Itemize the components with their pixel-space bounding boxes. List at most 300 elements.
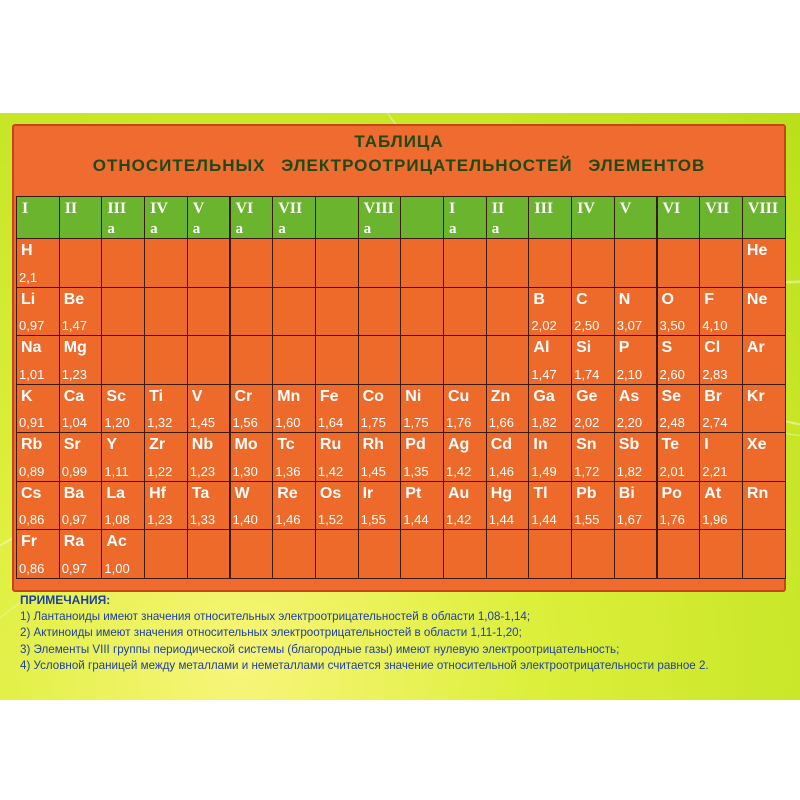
element-cell xyxy=(528,481,572,531)
element-symbol: Hg xyxy=(490,484,513,502)
element-cell xyxy=(400,481,444,531)
electronegativity-value: 1,66 xyxy=(488,415,514,430)
electronegativity-value: 1,56 xyxy=(232,415,258,430)
element-cell xyxy=(657,432,701,482)
subgroup-label: а xyxy=(363,221,372,237)
electronegativity-value: 1,60 xyxy=(275,415,301,430)
electronegativity-value: 1,67 xyxy=(616,512,643,527)
empty-cell xyxy=(144,335,188,385)
page-title xyxy=(14,130,784,178)
group-numeral: I xyxy=(449,200,456,217)
empty-cell xyxy=(272,287,316,337)
electronegativity-value: 1,49 xyxy=(531,463,557,479)
empty-cell xyxy=(528,238,572,288)
empty-cell xyxy=(144,238,188,288)
empty-cell xyxy=(315,529,359,579)
group-header xyxy=(486,196,530,239)
electronegativity-value: 1,82 xyxy=(531,415,557,430)
element-cell xyxy=(528,384,572,434)
group-header xyxy=(272,196,316,239)
empty-cell xyxy=(742,529,786,579)
empty-cell xyxy=(144,529,188,579)
element-symbol: Ne xyxy=(746,290,768,308)
empty-cell xyxy=(358,238,402,288)
empty-cell xyxy=(486,529,530,579)
electronegativity-value: 1,52 xyxy=(317,512,344,527)
electronegativity-value: 3,50 xyxy=(659,318,685,333)
element-cell xyxy=(528,432,572,482)
element-symbol: Pt xyxy=(405,484,422,502)
element-symbol: N xyxy=(618,290,631,308)
electronegativity-value: 0,86 xyxy=(19,512,45,527)
electronegativity-value: 0,99 xyxy=(61,463,87,479)
element-cell xyxy=(400,384,444,434)
group-numeral: IV xyxy=(150,200,168,217)
element-symbol: Ni xyxy=(405,387,422,405)
element-symbol: Au xyxy=(448,484,470,502)
element-cell xyxy=(101,384,145,434)
empty-cell xyxy=(571,529,615,579)
empty-cell xyxy=(443,287,487,337)
element-symbol: Xe xyxy=(746,436,767,453)
electronegativity-value: 1,46 xyxy=(275,512,301,527)
element-symbol: Ca xyxy=(63,387,85,405)
element-cell xyxy=(571,384,615,434)
empty-cell xyxy=(699,529,743,579)
electronegativity-value: 1,72 xyxy=(574,463,600,479)
empty-cell xyxy=(614,238,658,288)
empty-cell xyxy=(400,529,444,579)
element-cell xyxy=(144,384,188,434)
element-cell xyxy=(614,384,658,434)
element-cell xyxy=(272,481,316,531)
element-cell xyxy=(358,432,402,482)
subgroup-label: а xyxy=(192,221,201,237)
element-symbol: C xyxy=(576,290,588,308)
electronegativity-value: 2,02 xyxy=(574,415,600,430)
element-cell xyxy=(101,432,145,482)
element-symbol: Pd xyxy=(405,436,426,453)
empty-cell xyxy=(443,238,487,288)
group-numeral: VIII xyxy=(747,200,779,217)
empty-cell xyxy=(59,238,103,288)
empty-cell xyxy=(230,529,274,579)
element-symbol: Ba xyxy=(63,484,85,502)
element-symbol: Co xyxy=(362,387,384,405)
element-symbol: Rn xyxy=(746,484,769,502)
empty-cell xyxy=(528,529,572,579)
electronegativity-value: 0,89 xyxy=(19,463,45,479)
group-header xyxy=(315,196,359,239)
empty-cell xyxy=(187,335,231,385)
element-symbol: I xyxy=(704,436,709,453)
element-cell xyxy=(657,287,701,337)
empty-cell xyxy=(400,238,444,288)
electronegativity-value: 1,45 xyxy=(189,415,216,430)
group-numeral: IV xyxy=(577,200,595,217)
electronegativity-value: 1,04 xyxy=(61,415,87,430)
element-cell xyxy=(742,432,786,482)
electronegativity-value: 1,76 xyxy=(446,415,472,430)
electronegativity-value: 2,60 xyxy=(659,366,685,382)
element-cell xyxy=(528,287,572,337)
empty-cell xyxy=(358,335,402,385)
element-cell xyxy=(16,287,60,337)
empty-cell xyxy=(187,287,231,337)
element-symbol: Ti xyxy=(149,387,164,405)
electronegativity-value: 2,48 xyxy=(659,415,685,430)
element-symbol: Pb xyxy=(576,484,597,502)
element-cell xyxy=(614,287,658,337)
electronegativity-value: 1,64 xyxy=(317,415,344,430)
element-symbol: Fr xyxy=(21,533,37,550)
element-cell xyxy=(230,384,274,434)
element-symbol: Rb xyxy=(21,436,43,453)
electronegativity-value: 1,44 xyxy=(403,512,429,527)
group-header xyxy=(400,196,444,239)
element-symbol: Po xyxy=(661,484,682,502)
empty-cell xyxy=(187,238,231,288)
empty-cell xyxy=(486,238,530,288)
electronegativity-value: 1,42 xyxy=(317,463,344,479)
element-cell xyxy=(16,384,60,434)
empty-cell xyxy=(101,238,145,288)
element-cell xyxy=(101,529,145,579)
electronegativity-value: 2,10 xyxy=(616,366,643,382)
empty-cell xyxy=(187,529,231,579)
element-symbol: Zn xyxy=(490,387,511,405)
empty-cell xyxy=(443,529,487,579)
note-item: 3) Элементы VIII группы периодической системы (благородные газы) имеют нулевую электроотрицательность; xyxy=(20,642,620,656)
subgroup-label: а xyxy=(150,221,158,237)
element-cell xyxy=(358,481,402,531)
group-header xyxy=(742,196,786,239)
element-symbol: Nb xyxy=(191,436,214,453)
group-numeral: V xyxy=(192,200,205,217)
element-cell xyxy=(230,481,274,531)
element-symbol: Mg xyxy=(63,339,87,356)
element-symbol: Si xyxy=(576,339,592,356)
element-cell xyxy=(742,238,786,288)
electronegativity-value: 1,40 xyxy=(232,512,258,527)
note-item: 1) Лантаноиды имеют значения относительных электроотрицательностей в области 1,08-1,14; xyxy=(20,609,531,623)
element-symbol: Ar xyxy=(746,339,765,356)
electronegativity-value: 2,74 xyxy=(702,415,728,430)
electronegativity-value: 3,07 xyxy=(616,318,643,333)
note-item: 2) Актиноиды имеют значения относительных электроотрицательностей в области 1,11-1,20; xyxy=(20,626,522,639)
element-symbol: Kr xyxy=(746,387,765,405)
group-header xyxy=(144,196,188,239)
group-numeral: VIII xyxy=(363,200,394,217)
element-symbol: Ag xyxy=(448,436,470,453)
electronegativity-value: 1,33 xyxy=(189,512,216,527)
notes-title: ПРИМЕЧАНИЯ: xyxy=(20,593,111,607)
element-symbol: Na xyxy=(21,339,42,356)
element-cell xyxy=(614,335,658,385)
electronegativity-value: 1,30 xyxy=(232,463,258,479)
group-numeral: VI xyxy=(662,200,681,217)
element-symbol: K xyxy=(21,387,33,405)
empty-cell xyxy=(614,529,658,579)
empty-cell xyxy=(657,529,701,579)
element-cell xyxy=(187,384,231,434)
electronegativity-value: 2,1 xyxy=(19,269,38,285)
electronegativity-value: 1,46 xyxy=(488,463,514,479)
element-symbol: Mn xyxy=(277,387,301,405)
element-symbol: Ge xyxy=(576,387,598,405)
empty-cell xyxy=(400,287,444,337)
subgroup-label: а xyxy=(449,221,457,237)
element-cell xyxy=(699,481,743,531)
element-symbol: Zr xyxy=(149,436,166,453)
element-cell xyxy=(144,481,188,531)
element-symbol: Te xyxy=(661,436,679,453)
group-header xyxy=(187,196,231,239)
electronegativity-value: 1,47 xyxy=(61,318,87,333)
electronegativity-value: 1,20 xyxy=(104,415,130,430)
element-cell xyxy=(486,384,530,434)
empty-cell xyxy=(699,238,743,288)
electronegativity-value: 1,74 xyxy=(574,366,600,382)
element-cell xyxy=(144,432,188,482)
element-cell xyxy=(699,384,743,434)
group-numeral: I xyxy=(22,200,29,217)
element-cell xyxy=(699,287,743,337)
element-cell xyxy=(614,432,658,482)
element-cell xyxy=(657,335,701,385)
element-symbol: Rh xyxy=(362,436,384,453)
electronegativity-value: 0,97 xyxy=(61,512,87,527)
element-cell xyxy=(742,481,786,531)
electronegativity-value: 1,44 xyxy=(531,512,557,527)
element-symbol: Bi xyxy=(618,484,635,502)
element-symbol: F xyxy=(704,290,714,308)
empty-cell xyxy=(272,529,316,579)
group-numeral: V xyxy=(619,200,632,217)
element-symbol: Se xyxy=(661,387,682,405)
group-header xyxy=(571,196,615,239)
title-line-2: ОТНОСИТЕЛЬНЫХ ЭЛЕКТРООТРИЦАТЕЛЬНОСТЕЙ ЭЛЕМЕНТОВ xyxy=(92,156,706,175)
element-symbol: Cl xyxy=(704,339,721,356)
element-symbol: Ir xyxy=(362,484,374,502)
empty-cell xyxy=(358,529,402,579)
element-symbol: W xyxy=(234,484,250,502)
group-numeral: VII xyxy=(278,200,303,217)
empty-cell xyxy=(272,238,316,288)
element-cell xyxy=(443,481,487,531)
element-cell xyxy=(443,432,487,482)
electronegativity-value: 1,22 xyxy=(147,463,173,479)
element-symbol: Fe xyxy=(319,387,339,405)
group-header xyxy=(657,196,701,239)
electronegativity-value: 1,55 xyxy=(360,512,386,527)
element-cell xyxy=(59,481,103,531)
group-header xyxy=(528,196,572,239)
electronegativity-value: 0,97 xyxy=(19,318,45,333)
element-cell xyxy=(230,432,274,482)
empty-cell xyxy=(315,335,359,385)
electronegativity-value: 0,86 xyxy=(19,560,45,576)
subgroup-label: а xyxy=(107,221,115,237)
element-cell xyxy=(443,384,487,434)
element-symbol: B xyxy=(533,290,545,308)
element-cell xyxy=(315,384,359,434)
element-symbol: Sb xyxy=(618,436,640,453)
element-symbol: Os xyxy=(319,484,342,502)
element-symbol: Re xyxy=(277,484,298,502)
element-cell xyxy=(358,384,402,434)
subgroup-label: а xyxy=(491,221,500,237)
group-numeral: III xyxy=(534,200,554,217)
empty-cell xyxy=(315,287,359,337)
electronegativity-value: 1,36 xyxy=(275,463,301,479)
element-cell xyxy=(657,481,701,531)
element-symbol: Mo xyxy=(234,436,258,453)
group-numeral: III xyxy=(107,200,127,217)
group-header xyxy=(699,196,743,239)
element-cell xyxy=(699,432,743,482)
element-cell xyxy=(59,529,103,579)
group-header xyxy=(443,196,487,239)
electronegativity-value: 1,96 xyxy=(702,512,728,527)
element-symbol: At xyxy=(704,484,722,502)
empty-cell xyxy=(571,238,615,288)
element-cell xyxy=(400,432,444,482)
electronegativity-value: 1,35 xyxy=(403,463,429,479)
element-symbol: In xyxy=(533,436,548,453)
element-cell xyxy=(16,238,60,288)
element-symbol: Tl xyxy=(533,484,548,502)
electronegativity-value: 1,55 xyxy=(574,512,600,527)
element-symbol: Cr xyxy=(234,387,253,405)
element-symbol: H xyxy=(21,242,33,259)
empty-cell xyxy=(272,335,316,385)
empty-cell xyxy=(443,335,487,385)
electronegativity-value: 1,23 xyxy=(189,463,216,479)
element-cell xyxy=(614,481,658,531)
group-numeral: II xyxy=(64,200,78,217)
notes-section xyxy=(20,592,709,675)
element-symbol: Be xyxy=(63,290,85,308)
electronegativity-value: 2,02 xyxy=(531,318,557,333)
element-symbol: Al xyxy=(533,339,550,356)
element-symbol: Cd xyxy=(490,436,513,453)
element-symbol: Ru xyxy=(319,436,342,453)
element-cell xyxy=(528,335,572,385)
electronegativity-value: 1,75 xyxy=(403,415,429,430)
element-cell xyxy=(16,432,60,482)
element-symbol: Sr xyxy=(63,436,81,453)
element-symbol: S xyxy=(661,339,673,356)
element-cell xyxy=(16,335,60,385)
empty-cell xyxy=(230,238,274,288)
empty-cell xyxy=(486,287,530,337)
electronegativity-value: 0,97 xyxy=(61,560,87,576)
element-cell xyxy=(315,481,359,531)
electronegativity-value: 1,01 xyxy=(19,366,45,382)
electronegativity-value: 1,75 xyxy=(360,415,386,430)
element-cell xyxy=(59,384,103,434)
group-header xyxy=(16,196,60,239)
group-numeral: VI xyxy=(235,200,254,217)
element-cell xyxy=(315,432,359,482)
empty-cell xyxy=(144,287,188,337)
element-cell xyxy=(59,335,103,385)
element-cell xyxy=(101,481,145,531)
element-symbol: He xyxy=(746,242,768,259)
element-symbol: O xyxy=(661,290,674,308)
element-cell xyxy=(187,432,231,482)
empty-cell xyxy=(101,287,145,337)
element-symbol: Ga xyxy=(533,387,555,405)
empty-cell xyxy=(230,287,274,337)
element-cell xyxy=(187,481,231,531)
element-cell xyxy=(571,432,615,482)
element-symbol: Br xyxy=(704,387,722,405)
empty-cell xyxy=(101,335,145,385)
empty-cell xyxy=(486,335,530,385)
electronegativity-value: 2,01 xyxy=(659,463,685,479)
element-cell xyxy=(742,335,786,385)
element-symbol: Y xyxy=(106,436,118,453)
electronegativity-value: 2,83 xyxy=(702,366,728,382)
electronegativity-value: 1,08 xyxy=(104,512,130,527)
element-symbol: P xyxy=(618,339,630,356)
electronegativity-value: 1,42 xyxy=(446,512,472,527)
electronegativity-value: 1,11 xyxy=(104,463,129,479)
note-item: 4) Условной границей между металлами и неметаллами считается значение относительной электроотрицательности равное 2. xyxy=(20,659,709,672)
electronegativity-value: 1,47 xyxy=(531,366,557,382)
electronegativity-value: 1,00 xyxy=(104,560,130,576)
element-cell xyxy=(571,481,615,531)
element-symbol: V xyxy=(191,387,203,405)
empty-cell xyxy=(358,287,402,337)
element-cell xyxy=(699,335,743,385)
element-cell xyxy=(272,384,316,434)
electronegativity-value: 1,23 xyxy=(147,512,173,527)
element-cell xyxy=(16,481,60,531)
group-numeral: VII xyxy=(705,200,730,217)
electronegativity-value: 2,20 xyxy=(616,415,643,430)
group-header xyxy=(358,196,402,239)
electronegativity-value: 1,42 xyxy=(446,463,472,479)
element-symbol: Cu xyxy=(448,387,470,405)
electronegativity-value: 1,44 xyxy=(488,512,514,527)
electronegativity-value: 1,45 xyxy=(360,463,386,479)
subgroup-label: а xyxy=(235,221,243,237)
electronegativity-value: 0,91 xyxy=(19,415,45,430)
element-symbol: Cs xyxy=(21,484,42,502)
empty-cell xyxy=(400,335,444,385)
electronegativity-value: 1,32 xyxy=(147,415,173,430)
element-symbol: La xyxy=(106,484,126,502)
element-symbol: Tc xyxy=(277,436,295,453)
element-cell xyxy=(742,384,786,434)
element-cell xyxy=(742,287,786,337)
element-cell xyxy=(59,432,103,482)
element-symbol: Sc xyxy=(106,387,126,405)
element-cell xyxy=(657,384,701,434)
electronegativity-value: 1,23 xyxy=(61,366,87,382)
electronegativity-value: 2,21 xyxy=(702,463,728,479)
electronegativity-value: 1,82 xyxy=(616,463,643,479)
empty-cell xyxy=(315,238,359,288)
element-symbol: As xyxy=(618,387,640,405)
element-cell xyxy=(486,432,530,482)
group-numeral: II xyxy=(491,200,505,217)
element-cell xyxy=(272,432,316,482)
subgroup-label: а xyxy=(278,221,286,237)
